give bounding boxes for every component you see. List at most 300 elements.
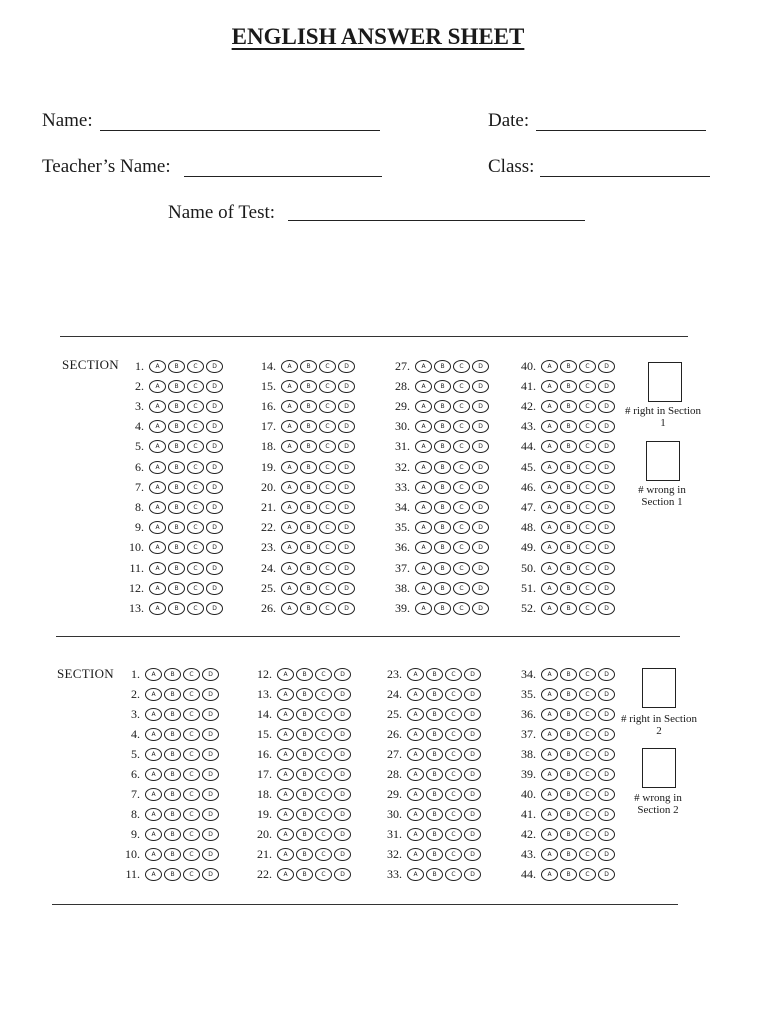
answer-bubble-d[interactable]: D [598, 868, 615, 881]
answer-bubble-a[interactable]: A [281, 602, 298, 615]
answer-bubble-c[interactable]: C [187, 541, 204, 554]
answer-bubble-c[interactable]: C [579, 521, 596, 534]
answer-bubble-c[interactable]: C [315, 848, 332, 861]
answer-bubble-b[interactable]: B [168, 541, 185, 554]
answer-bubble-a[interactable]: A [277, 668, 294, 681]
answer-bubble-d[interactable]: D [202, 728, 219, 741]
answer-bubble-c[interactable]: C [319, 602, 336, 615]
answer-bubble-c[interactable]: C [315, 788, 332, 801]
answer-bubble-c[interactable]: C [579, 808, 596, 821]
answer-bubble-b[interactable]: B [560, 380, 577, 393]
answer-bubble-b[interactable]: B [168, 582, 185, 595]
answer-bubble-c[interactable]: C [453, 400, 470, 413]
answer-bubble-a[interactable]: A [277, 708, 294, 721]
answer-bubble-c[interactable]: C [579, 668, 596, 681]
answer-bubble-b[interactable]: B [168, 562, 185, 575]
answer-bubble-a[interactable]: A [415, 602, 432, 615]
answer-bubble-a[interactable]: A [277, 808, 294, 821]
answer-bubble-a[interactable]: A [541, 788, 558, 801]
answer-bubble-d[interactable]: D [334, 668, 351, 681]
answer-bubble-c[interactable]: C [319, 461, 336, 474]
answer-bubble-b[interactable]: B [426, 808, 443, 821]
answer-bubble-c[interactable]: C [579, 461, 596, 474]
answer-bubble-a[interactable]: A [145, 688, 162, 701]
answer-bubble-c[interactable]: C [579, 602, 596, 615]
answer-bubble-d[interactable]: D [334, 708, 351, 721]
answer-bubble-b[interactable]: B [426, 868, 443, 881]
answer-bubble-c[interactable]: C [183, 768, 200, 781]
answer-bubble-a[interactable]: A [407, 868, 424, 881]
answer-bubble-a[interactable]: A [277, 828, 294, 841]
answer-bubble-b[interactable]: B [560, 562, 577, 575]
answer-bubble-b[interactable]: B [296, 708, 313, 721]
answer-bubble-a[interactable]: A [407, 748, 424, 761]
answer-bubble-b[interactable]: B [296, 788, 313, 801]
answer-bubble-c[interactable]: C [315, 728, 332, 741]
answer-bubble-c[interactable]: C [183, 748, 200, 761]
answer-bubble-d[interactable]: D [598, 728, 615, 741]
answer-bubble-a[interactable]: A [281, 420, 298, 433]
answer-bubble-d[interactable]: D [334, 728, 351, 741]
answer-bubble-a[interactable]: A [407, 688, 424, 701]
answer-bubble-b[interactable]: B [168, 400, 185, 413]
answer-bubble-c[interactable]: C [579, 728, 596, 741]
answer-bubble-b[interactable]: B [296, 848, 313, 861]
answer-bubble-a[interactable]: A [541, 481, 558, 494]
answer-bubble-b[interactable]: B [300, 521, 317, 534]
answer-bubble-a[interactable]: A [149, 380, 166, 393]
answer-bubble-a[interactable]: A [541, 420, 558, 433]
answer-bubble-d[interactable]: D [206, 521, 223, 534]
answer-bubble-c[interactable]: C [579, 688, 596, 701]
answer-bubble-d[interactable]: D [598, 788, 615, 801]
answer-bubble-b[interactable]: B [560, 440, 577, 453]
answer-bubble-c[interactable]: C [579, 748, 596, 761]
answer-bubble-a[interactable]: A [541, 562, 558, 575]
answer-bubble-b[interactable]: B [300, 380, 317, 393]
answer-bubble-c[interactable]: C [319, 440, 336, 453]
answer-bubble-d[interactable]: D [472, 501, 489, 514]
answer-bubble-c[interactable]: C [187, 562, 204, 575]
answer-bubble-a[interactable]: A [281, 481, 298, 494]
answer-bubble-c[interactable]: C [453, 562, 470, 575]
answer-bubble-a[interactable]: A [277, 848, 294, 861]
answer-bubble-b[interactable]: B [426, 748, 443, 761]
answer-bubble-d[interactable]: D [338, 461, 355, 474]
answer-bubble-d[interactable]: D [206, 360, 223, 373]
answer-bubble-d[interactable]: D [598, 808, 615, 821]
answer-bubble-c[interactable]: C [579, 868, 596, 881]
answer-bubble-c[interactable]: C [315, 768, 332, 781]
answer-bubble-a[interactable]: A [415, 360, 432, 373]
answer-bubble-c[interactable]: C [183, 728, 200, 741]
answer-bubble-d[interactable]: D [598, 501, 615, 514]
answer-bubble-b[interactable]: B [560, 461, 577, 474]
answer-bubble-b[interactable]: B [560, 501, 577, 514]
answer-bubble-b[interactable]: B [560, 828, 577, 841]
answer-bubble-a[interactable]: A [407, 788, 424, 801]
answer-bubble-c[interactable]: C [315, 748, 332, 761]
answer-bubble-d[interactable]: D [598, 400, 615, 413]
answer-bubble-b[interactable]: B [426, 828, 443, 841]
answer-bubble-a[interactable]: A [415, 521, 432, 534]
answer-bubble-d[interactable]: D [472, 582, 489, 595]
answer-bubble-b[interactable]: B [560, 481, 577, 494]
answer-bubble-d[interactable]: D [472, 602, 489, 615]
answer-bubble-a[interactable]: A [145, 848, 162, 861]
answer-bubble-c[interactable]: C [187, 360, 204, 373]
answer-bubble-c[interactable]: C [453, 602, 470, 615]
answer-bubble-c[interactable]: C [445, 748, 462, 761]
answer-bubble-d[interactable]: D [202, 748, 219, 761]
answer-bubble-b[interactable]: B [164, 848, 181, 861]
answer-bubble-d[interactable]: D [206, 481, 223, 494]
answer-bubble-d[interactable]: D [338, 562, 355, 575]
answer-bubble-d[interactable]: D [472, 440, 489, 453]
answer-bubble-d[interactable]: D [598, 688, 615, 701]
answer-bubble-b[interactable]: B [168, 420, 185, 433]
answer-bubble-d[interactable]: D [598, 461, 615, 474]
answer-bubble-b[interactable]: B [434, 461, 451, 474]
answer-bubble-c[interactable]: C [183, 788, 200, 801]
test-name-field[interactable] [288, 220, 585, 221]
answer-bubble-c[interactable]: C [187, 380, 204, 393]
answer-bubble-c[interactable]: C [187, 420, 204, 433]
answer-bubble-a[interactable]: A [541, 521, 558, 534]
answer-bubble-a[interactable]: A [145, 728, 162, 741]
answer-bubble-d[interactable]: D [472, 541, 489, 554]
answer-bubble-c[interactable]: C [445, 768, 462, 781]
answer-bubble-b[interactable]: B [560, 420, 577, 433]
answer-bubble-a[interactable]: A [277, 768, 294, 781]
answer-bubble-b[interactable]: B [560, 848, 577, 861]
answer-bubble-b[interactable]: B [300, 420, 317, 433]
answer-bubble-c[interactable]: C [579, 360, 596, 373]
answer-bubble-c[interactable]: C [315, 708, 332, 721]
answer-bubble-a[interactable]: A [281, 380, 298, 393]
answer-bubble-a[interactable]: A [277, 788, 294, 801]
answer-bubble-c[interactable]: C [187, 602, 204, 615]
answer-bubble-b[interactable]: B [164, 708, 181, 721]
answer-bubble-a[interactable]: A [149, 400, 166, 413]
answer-bubble-b[interactable]: B [560, 748, 577, 761]
answer-bubble-d[interactable]: D [472, 461, 489, 474]
answer-bubble-a[interactable]: A [541, 768, 558, 781]
answer-bubble-d[interactable]: D [464, 868, 481, 881]
answer-bubble-d[interactable]: D [464, 808, 481, 821]
answer-bubble-a[interactable]: A [149, 461, 166, 474]
answer-bubble-a[interactable]: A [415, 582, 432, 595]
answer-bubble-a[interactable]: A [541, 868, 558, 881]
answer-bubble-a[interactable]: A [415, 420, 432, 433]
answer-bubble-a[interactable]: A [281, 521, 298, 534]
answer-bubble-c[interactable]: C [453, 360, 470, 373]
answer-bubble-c[interactable]: C [445, 688, 462, 701]
answer-bubble-b[interactable]: B [300, 501, 317, 514]
answer-bubble-d[interactable]: D [334, 828, 351, 841]
answer-bubble-c[interactable]: C [187, 521, 204, 534]
answer-bubble-a[interactable]: A [281, 582, 298, 595]
answer-bubble-a[interactable]: A [541, 400, 558, 413]
answer-bubble-c[interactable]: C [445, 808, 462, 821]
answer-bubble-b[interactable]: B [296, 668, 313, 681]
answer-bubble-a[interactable]: A [541, 848, 558, 861]
answer-bubble-b[interactable]: B [168, 440, 185, 453]
answer-bubble-d[interactable]: D [598, 481, 615, 494]
answer-bubble-c[interactable]: C [579, 420, 596, 433]
answer-bubble-c[interactable]: C [319, 380, 336, 393]
answer-bubble-b[interactable]: B [560, 688, 577, 701]
wrong-score-box[interactable] [646, 441, 680, 481]
answer-bubble-c[interactable]: C [579, 481, 596, 494]
answer-bubble-c[interactable]: C [319, 501, 336, 514]
answer-bubble-d[interactable]: D [334, 748, 351, 761]
answer-bubble-c[interactable]: C [183, 688, 200, 701]
answer-bubble-b[interactable]: B [434, 562, 451, 575]
answer-bubble-c[interactable]: C [445, 848, 462, 861]
answer-bubble-d[interactable]: D [202, 668, 219, 681]
answer-bubble-d[interactable]: D [598, 668, 615, 681]
answer-bubble-d[interactable]: D [464, 688, 481, 701]
answer-bubble-b[interactable]: B [300, 440, 317, 453]
answer-bubble-a[interactable]: A [149, 562, 166, 575]
answer-bubble-c[interactable]: C [445, 788, 462, 801]
answer-bubble-d[interactable]: D [598, 521, 615, 534]
answer-bubble-c[interactable]: C [183, 828, 200, 841]
answer-bubble-a[interactable]: A [541, 440, 558, 453]
answer-bubble-d[interactable]: D [472, 521, 489, 534]
answer-bubble-c[interactable]: C [187, 582, 204, 595]
answer-bubble-c[interactable]: C [445, 708, 462, 721]
answer-bubble-b[interactable]: B [300, 602, 317, 615]
answer-bubble-d[interactable]: D [202, 828, 219, 841]
answer-bubble-d[interactable]: D [334, 848, 351, 861]
answer-bubble-b[interactable]: B [296, 808, 313, 821]
answer-bubble-b[interactable]: B [164, 728, 181, 741]
answer-bubble-c[interactable]: C [187, 481, 204, 494]
answer-bubble-c[interactable]: C [319, 582, 336, 595]
answer-bubble-c[interactable]: C [319, 521, 336, 534]
answer-bubble-a[interactable]: A [415, 440, 432, 453]
answer-bubble-a[interactable]: A [541, 501, 558, 514]
answer-bubble-b[interactable]: B [560, 521, 577, 534]
answer-bubble-d[interactable]: D [338, 501, 355, 514]
answer-bubble-d[interactable]: D [464, 728, 481, 741]
answer-bubble-c[interactable]: C [453, 481, 470, 494]
answer-bubble-a[interactable]: A [145, 808, 162, 821]
answer-bubble-d[interactable]: D [472, 360, 489, 373]
answer-bubble-d[interactable]: D [202, 808, 219, 821]
answer-bubble-c[interactable]: C [319, 541, 336, 554]
answer-bubble-b[interactable]: B [168, 461, 185, 474]
answer-bubble-c[interactable]: C [579, 400, 596, 413]
answer-bubble-b[interactable]: B [434, 481, 451, 494]
answer-bubble-a[interactable]: A [541, 602, 558, 615]
answer-bubble-b[interactable]: B [296, 868, 313, 881]
answer-bubble-a[interactable]: A [145, 788, 162, 801]
answer-bubble-a[interactable]: A [281, 541, 298, 554]
answer-bubble-a[interactable]: A [541, 380, 558, 393]
answer-bubble-b[interactable]: B [560, 602, 577, 615]
answer-bubble-a[interactable]: A [541, 461, 558, 474]
right-score-box[interactable] [648, 362, 682, 402]
answer-bubble-b[interactable]: B [426, 688, 443, 701]
answer-bubble-b[interactable]: B [168, 501, 185, 514]
answer-bubble-a[interactable]: A [145, 668, 162, 681]
answer-bubble-d[interactable]: D [472, 562, 489, 575]
answer-bubble-d[interactable]: D [334, 868, 351, 881]
date-field[interactable] [536, 130, 706, 131]
answer-bubble-c[interactable]: C [445, 668, 462, 681]
answer-bubble-d[interactable]: D [206, 440, 223, 453]
answer-bubble-b[interactable]: B [296, 748, 313, 761]
answer-bubble-c[interactable]: C [579, 848, 596, 861]
answer-bubble-a[interactable]: A [149, 420, 166, 433]
answer-bubble-a[interactable]: A [145, 708, 162, 721]
answer-bubble-d[interactable]: D [338, 541, 355, 554]
answer-bubble-d[interactable]: D [202, 768, 219, 781]
answer-bubble-a[interactable]: A [541, 828, 558, 841]
answer-bubble-b[interactable]: B [296, 728, 313, 741]
answer-bubble-d[interactable]: D [206, 501, 223, 514]
answer-bubble-b[interactable]: B [300, 400, 317, 413]
teacher-name-field[interactable] [184, 176, 382, 177]
answer-bubble-b[interactable]: B [426, 788, 443, 801]
answer-bubble-a[interactable]: A [415, 481, 432, 494]
answer-bubble-c[interactable]: C [187, 400, 204, 413]
answer-bubble-d[interactable]: D [206, 380, 223, 393]
answer-bubble-d[interactable]: D [598, 582, 615, 595]
answer-bubble-d[interactable]: D [464, 848, 481, 861]
answer-bubble-d[interactable]: D [334, 688, 351, 701]
answer-bubble-a[interactable]: A [415, 501, 432, 514]
answer-bubble-b[interactable]: B [560, 668, 577, 681]
answer-bubble-a[interactable]: A [277, 728, 294, 741]
answer-bubble-c[interactable]: C [445, 868, 462, 881]
answer-bubble-a[interactable]: A [149, 481, 166, 494]
answer-bubble-d[interactable]: D [464, 788, 481, 801]
answer-bubble-a[interactable]: A [407, 768, 424, 781]
answer-bubble-b[interactable]: B [168, 380, 185, 393]
answer-bubble-a[interactable]: A [281, 562, 298, 575]
answer-bubble-b[interactable]: B [300, 461, 317, 474]
answer-bubble-d[interactable]: D [598, 541, 615, 554]
answer-bubble-d[interactable]: D [338, 481, 355, 494]
answer-bubble-b[interactable]: B [434, 440, 451, 453]
answer-bubble-a[interactable]: A [277, 868, 294, 881]
answer-bubble-b[interactable]: B [434, 582, 451, 595]
answer-bubble-d[interactable]: D [472, 400, 489, 413]
answer-bubble-b[interactable]: B [168, 360, 185, 373]
answer-bubble-b[interactable]: B [560, 788, 577, 801]
answer-bubble-a[interactable]: A [145, 748, 162, 761]
answer-bubble-d[interactable]: D [464, 708, 481, 721]
answer-bubble-b[interactable]: B [560, 708, 577, 721]
answer-bubble-d[interactable]: D [472, 481, 489, 494]
answer-bubble-d[interactable]: D [338, 360, 355, 373]
answer-bubble-d[interactable]: D [472, 420, 489, 433]
answer-bubble-b[interactable]: B [168, 481, 185, 494]
answer-bubble-d[interactable]: D [598, 848, 615, 861]
answer-bubble-a[interactable]: A [415, 541, 432, 554]
answer-bubble-c[interactable]: C [315, 828, 332, 841]
answer-bubble-b[interactable]: B [300, 562, 317, 575]
answer-bubble-b[interactable]: B [560, 360, 577, 373]
answer-bubble-d[interactable]: D [202, 848, 219, 861]
answer-bubble-b[interactable]: B [300, 360, 317, 373]
answer-bubble-d[interactable]: D [338, 380, 355, 393]
answer-bubble-c[interactable]: C [315, 808, 332, 821]
answer-bubble-b[interactable]: B [164, 828, 181, 841]
answer-bubble-a[interactable]: A [149, 440, 166, 453]
answer-bubble-d[interactable]: D [598, 360, 615, 373]
answer-bubble-a[interactable]: A [415, 400, 432, 413]
answer-bubble-c[interactable]: C [453, 582, 470, 595]
answer-bubble-a[interactable]: A [149, 501, 166, 514]
class-field[interactable] [540, 176, 710, 177]
answer-bubble-b[interactable]: B [560, 808, 577, 821]
answer-bubble-c[interactable]: C [445, 728, 462, 741]
answer-bubble-d[interactable]: D [598, 562, 615, 575]
answer-bubble-a[interactable]: A [407, 668, 424, 681]
answer-bubble-d[interactable]: D [202, 708, 219, 721]
answer-bubble-d[interactable]: D [338, 400, 355, 413]
answer-bubble-b[interactable]: B [296, 768, 313, 781]
answer-bubble-c[interactable]: C [183, 668, 200, 681]
answer-bubble-d[interactable]: D [206, 602, 223, 615]
answer-bubble-d[interactable]: D [598, 420, 615, 433]
answer-bubble-d[interactable]: D [338, 582, 355, 595]
answer-bubble-a[interactable]: A [407, 828, 424, 841]
answer-bubble-b[interactable]: B [164, 768, 181, 781]
answer-bubble-c[interactable]: C [319, 400, 336, 413]
answer-bubble-c[interactable]: C [453, 541, 470, 554]
answer-bubble-a[interactable]: A [407, 808, 424, 821]
answer-bubble-a[interactable]: A [541, 668, 558, 681]
answer-bubble-b[interactable]: B [164, 808, 181, 821]
answer-bubble-a[interactable]: A [541, 541, 558, 554]
answer-bubble-d[interactable]: D [206, 562, 223, 575]
answer-bubble-d[interactable]: D [338, 440, 355, 453]
answer-bubble-d[interactable]: D [464, 828, 481, 841]
answer-bubble-c[interactable]: C [183, 848, 200, 861]
answer-bubble-a[interactable]: A [149, 521, 166, 534]
answer-bubble-a[interactable]: A [415, 562, 432, 575]
answer-bubble-b[interactable]: B [434, 420, 451, 433]
answer-bubble-b[interactable]: B [426, 848, 443, 861]
answer-bubble-d[interactable]: D [334, 808, 351, 821]
answer-bubble-d[interactable]: D [338, 420, 355, 433]
answer-bubble-c[interactable]: C [319, 562, 336, 575]
answer-bubble-b[interactable]: B [426, 668, 443, 681]
answer-bubble-b[interactable]: B [168, 521, 185, 534]
answer-bubble-a[interactable]: A [277, 748, 294, 761]
answer-bubble-a[interactable]: A [149, 602, 166, 615]
answer-bubble-c[interactable]: C [315, 688, 332, 701]
answer-bubble-a[interactable]: A [541, 728, 558, 741]
answer-bubble-c[interactable]: C [579, 768, 596, 781]
answer-bubble-a[interactable]: A [541, 360, 558, 373]
answer-bubble-c[interactable]: C [183, 708, 200, 721]
answer-bubble-c[interactable]: C [453, 501, 470, 514]
answer-bubble-a[interactable]: A [407, 728, 424, 741]
answer-bubble-d[interactable]: D [472, 380, 489, 393]
answer-bubble-b[interactable]: B [300, 481, 317, 494]
answer-bubble-a[interactable]: A [145, 768, 162, 781]
answer-bubble-c[interactable]: C [453, 420, 470, 433]
answer-bubble-d[interactable]: D [206, 461, 223, 474]
answer-bubble-c[interactable]: C [187, 501, 204, 514]
